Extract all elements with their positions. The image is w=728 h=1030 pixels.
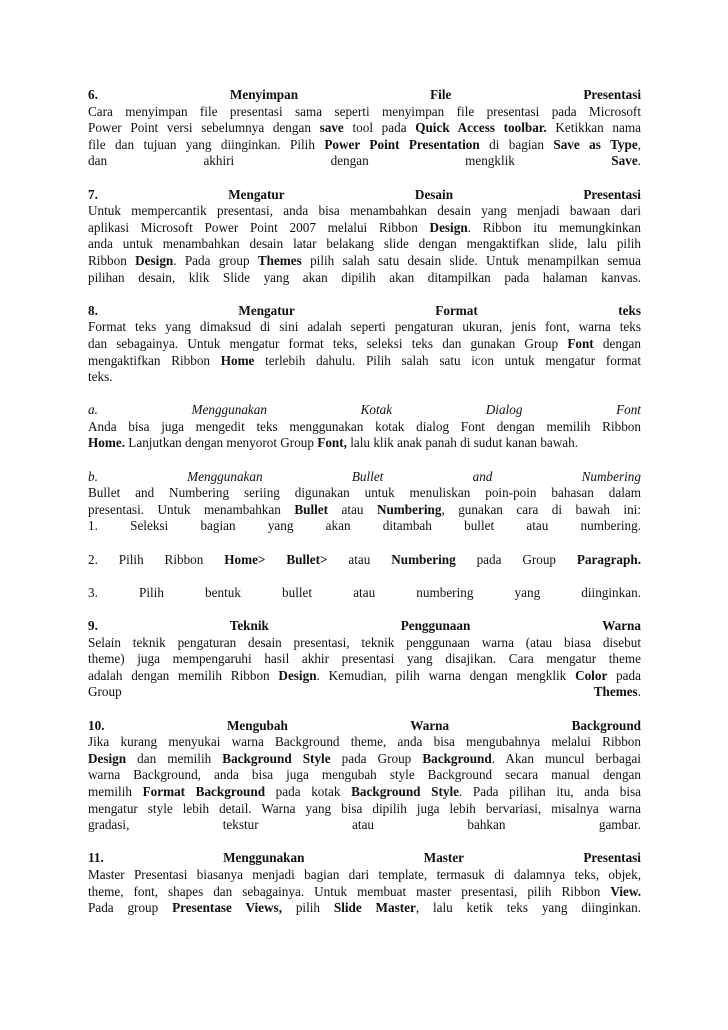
- text-run: dengan: [593, 335, 641, 351]
- word: 2.: [88, 551, 98, 567]
- heading-word: and: [472, 468, 493, 484]
- word: gambar.: [598, 817, 641, 833]
- bold-word: Numbering: [391, 551, 456, 567]
- paragraph-line: Selain teknik pengaturan desain presentasi, teknik penggunaan warna (atau biasa disebut: [88, 634, 641, 650]
- bold-word: Home>: [224, 551, 266, 567]
- section-9-heading: [88, 618, 641, 635]
- text-run: atau: [328, 501, 377, 517]
- text-run: adalah dengan memilih Ribbon: [88, 667, 279, 683]
- text-run: Ketikkan nama: [546, 120, 641, 136]
- word: bahkan: [467, 817, 506, 833]
- word: bullet: [282, 584, 313, 600]
- bold-run: Presentase Views,: [172, 900, 282, 916]
- word: [594, 684, 641, 701]
- word: Pilih: [139, 584, 164, 600]
- heading-word: Format: [435, 302, 478, 318]
- word: Pilih: [118, 551, 144, 567]
- text-run: presentasi. Untuk menambahkan: [88, 501, 295, 517]
- bold-run: Design: [429, 219, 468, 235]
- bold-run: Themes: [257, 252, 302, 268]
- heading-word: Presentasi: [583, 87, 641, 102]
- paragraph-line: file dan tujuan yang diinginkan. Pilih Power Point Presentation di bagian Save as Type,: [88, 136, 641, 152]
- word: [611, 153, 641, 170]
- bold-run: Save as Type: [553, 136, 638, 152]
- heading-word: teks: [618, 302, 641, 318]
- paragraph-line: [88, 884, 641, 901]
- word: bagian: [200, 518, 236, 534]
- heading-number: 9.: [88, 618, 98, 633]
- paragraph-line: [88, 336, 641, 353]
- text-run: Pada group: [88, 900, 173, 916]
- word: 1.: [88, 518, 98, 534]
- text-run: .: [637, 153, 641, 169]
- word: yang: [514, 584, 541, 600]
- word: pada: [476, 551, 502, 567]
- text-run: . Kemudian, pilih warna dengan mengklik: [316, 667, 576, 683]
- text-run: .: [637, 684, 641, 700]
- text-run: , gunakan cara di bawah ini:: [441, 501, 641, 517]
- bold-run: Design: [135, 252, 174, 268]
- section-6: [88, 87, 641, 170]
- bold-run: Quick Access toolbar.: [415, 120, 547, 136]
- word: Ribbon: [164, 551, 204, 567]
- word: Group: [88, 684, 122, 700]
- paragraph-line: [88, 784, 641, 801]
- bold-run: Numbering: [376, 501, 442, 517]
- paragraph-line: pilihan desain, klik Slide yang akan dipilih akan ditampilkan pada halaman kanvas.: [88, 269, 641, 285]
- bold-run: Background Style: [222, 750, 331, 766]
- paragraph-line: mengatur style lebih detail. Warna yang bisa dipilih juga lebih bervariasi, misalnya warna: [88, 800, 641, 816]
- heading-word: Mengubah: [226, 717, 288, 733]
- word: atau: [348, 551, 371, 567]
- heading-number: 8.: [88, 302, 98, 318]
- bold-word: Paragraph.: [576, 551, 641, 567]
- word: atau: [526, 518, 549, 534]
- heading-word: Presentasi: [583, 186, 641, 202]
- text-run: Lanjutkan dengan menyorot Group: [125, 435, 318, 451]
- text-run: aplikasi Microsoft Power Point 2007 melalui Ribbon: [88, 219, 430, 235]
- word: dan: [88, 153, 108, 169]
- text-run: di bagian: [479, 136, 554, 152]
- text-run: dan sebagainya. Untuk mengatur format teks, seleksi teks dan gunakan Group: [88, 335, 568, 351]
- paragraph-line: Master Presentasi biasanya menjadi bagian dari template, termasuk di dalamnya teks, objek,: [88, 866, 641, 882]
- word: dengan: [330, 153, 369, 169]
- text-run: pada: [607, 667, 641, 683]
- heading-word: Kotak: [360, 402, 393, 418]
- section-10-heading: [88, 718, 641, 735]
- word: gradasi,: [88, 817, 130, 833]
- word: bentuk: [205, 584, 241, 600]
- bold-run: Bullet: [294, 501, 329, 517]
- text-run: . Pada pilihan itu, anda bisa: [458, 783, 641, 799]
- text-run: . Akan muncul berbagai: [491, 750, 641, 766]
- word: ditambah: [382, 518, 432, 534]
- section-6-heading: [88, 87, 641, 104]
- paragraph-line: theme) juga mempengaruhi hasil akhir presentasi yang disajikan. Cara mengatur theme: [88, 651, 641, 667]
- paragraph-line: Bullet and Numbering seriing digunakan untuk menuliskan poin-poin bahasan dalam: [88, 485, 641, 501]
- text-run: pilih salah satu desain slide. Untuk menampilkan semua: [301, 252, 641, 268]
- word: Seleksi: [130, 518, 169, 534]
- heading-word: a.: [88, 402, 98, 418]
- heading-number: 11.: [88, 850, 104, 866]
- heading-word: Font: [616, 402, 641, 418]
- heading-word: Bullet: [351, 468, 384, 484]
- paragraph-line: [88, 502, 641, 519]
- heading-word: b.: [88, 468, 98, 484]
- bold-run: Themes: [593, 684, 638, 700]
- paragraph-line: [88, 153, 641, 170]
- word: mengklik: [465, 153, 515, 169]
- text-run: theme, font, shapes dan sebagainya. Untuk membuat master presentasi, pilih Ribbon: [88, 883, 611, 899]
- text-run: tool pada: [343, 120, 416, 136]
- subsection-8a: [88, 402, 641, 452]
- paragraph-line: [88, 900, 641, 917]
- heading-word: File: [430, 87, 452, 102]
- heading-word: Dialog: [485, 402, 523, 418]
- paragraph-line: Format teks yang dimaksud di sini adalah seperti pengaturan ukuran, jenis font, warna teks: [88, 319, 641, 335]
- heading-word: Teknik: [229, 618, 269, 633]
- bold-run: Home: [220, 352, 255, 368]
- heading-number: 6.: [88, 87, 98, 102]
- heading-word: Background: [571, 717, 641, 733]
- bold-run: Font: [567, 335, 594, 351]
- paragraph-line: Cara menyimpan file presentasi sama seperti menyimpan file presentasi pada Microsoft: [88, 103, 641, 119]
- word: bullet: [464, 518, 495, 534]
- section-9: [88, 618, 641, 701]
- heading-word: Menggunakan: [191, 402, 267, 418]
- subsection-8b-heading: [88, 469, 641, 486]
- paragraph-line: [88, 253, 641, 270]
- text-run: pada kotak: [265, 783, 352, 799]
- bold-run: Design: [278, 667, 317, 683]
- heading-word: Desain: [414, 186, 454, 202]
- word: diinginkan.: [581, 584, 641, 600]
- heading-word: Penggunaan: [400, 618, 471, 633]
- text-run: pilih: [282, 900, 334, 916]
- paragraph-line: [88, 120, 641, 137]
- section-7-heading: [88, 187, 641, 204]
- text-run: terlebih dahulu. Pilih salah satu icon untuk mengatur format: [254, 352, 642, 368]
- section-11-heading: [88, 850, 641, 867]
- text-run: dan memilih: [126, 750, 223, 766]
- word: akan: [325, 518, 351, 534]
- bold-run: Format Background: [142, 783, 266, 799]
- bold-run: Design: [88, 750, 127, 766]
- word: tekstur: [222, 817, 259, 833]
- bold-run: Font,: [317, 435, 347, 451]
- paragraph-line: [88, 684, 641, 701]
- heading-word: Warna: [410, 717, 450, 733]
- paragraph-line: [88, 435, 641, 452]
- word: akhiri: [203, 153, 235, 169]
- text-run: Ribbon: [88, 252, 136, 268]
- text-run: file dan tujuan yang diinginkan. Pilih: [88, 136, 325, 152]
- word: numbering.: [580, 518, 641, 534]
- heading-word: Numbering: [581, 468, 641, 484]
- section-7: [88, 187, 641, 287]
- paragraph-line: [88, 817, 641, 834]
- paragraph-line: [88, 751, 641, 768]
- word: numbering: [416, 584, 474, 600]
- text-run: mengaktifkan Ribbon: [88, 352, 221, 368]
- section-8-heading: [88, 303, 641, 320]
- text-run: , lalu ketik teks yang diinginkan.: [415, 900, 641, 916]
- subsection-8a-heading: [88, 402, 641, 419]
- bold-word: Bullet>: [286, 551, 328, 567]
- word: 3.: [88, 584, 98, 600]
- section-10: [88, 718, 641, 834]
- bold-run: Slide Master: [333, 900, 416, 916]
- heading-word: Menyimpan: [229, 87, 299, 102]
- heading-word: Master: [423, 850, 465, 866]
- list-item-2: [88, 552, 641, 569]
- bold-run: View.: [610, 883, 641, 899]
- heading-word: Presentasi: [583, 850, 641, 866]
- paragraph-line: [88, 353, 641, 370]
- section-8: [88, 303, 641, 386]
- word: Group: [522, 551, 557, 567]
- section-11: [88, 850, 641, 916]
- text-run: . Ribbon itu memungkinkan: [467, 219, 641, 235]
- text-run: memilih: [88, 783, 143, 799]
- text-run: lalu klik anak panah di sudut kanan bawah.: [346, 435, 579, 451]
- paragraph-line: [88, 668, 641, 685]
- word: yang: [267, 518, 294, 534]
- paragraph-line: anda untuk menambahkan desain latar belakang slide dengan mengaktifkan slide, lalu pilih: [88, 236, 641, 252]
- word: atau: [352, 817, 375, 833]
- paragraph-line: teks.: [88, 369, 113, 385]
- list-item-1: [88, 518, 641, 535]
- bold-run: Color: [575, 667, 608, 683]
- heading-word: Mengatur: [228, 186, 285, 202]
- heading-word: Menggunakan: [187, 468, 263, 484]
- heading-word: Mengatur: [238, 302, 295, 318]
- bold-run: Background Style: [351, 783, 459, 799]
- word: atau: [353, 584, 376, 600]
- heading-word: Menggunakan: [223, 850, 305, 866]
- bold-run: Background: [422, 750, 492, 766]
- paragraph-line: Anda bisa juga mengedit teks menggunakan kotak dialog Font dengan memilih Ribbon: [88, 418, 641, 434]
- bold-run: Save: [611, 153, 638, 169]
- bold-run: save: [319, 120, 344, 136]
- heading-word: Warna: [602, 618, 641, 633]
- subsection-8b: [88, 469, 641, 602]
- list-item-3: [88, 585, 641, 602]
- bold-run: Power Point Presentation: [324, 136, 480, 152]
- heading-number: 10.: [88, 717, 105, 733]
- heading-number: 7.: [88, 186, 98, 202]
- bold-run: Home.: [88, 435, 125, 451]
- paragraph-line: warna Background, anda bisa juga mengubah style Background secara manual dengan: [88, 767, 641, 783]
- paragraph-line: Untuk mempercantik presentasi, anda bisa menambahkan desain yang menjadi bawaan dari: [88, 203, 641, 219]
- paragraph-line: [88, 220, 641, 237]
- text-run: pada Group: [330, 750, 423, 766]
- paragraph-line: Jika kurang menyukai warna Background theme, anda bisa mengubahnya melalui Ribbon: [88, 734, 641, 750]
- text-run: . Pada group: [173, 252, 258, 268]
- text-run: Power Point versi sebelumnya dengan: [88, 120, 320, 136]
